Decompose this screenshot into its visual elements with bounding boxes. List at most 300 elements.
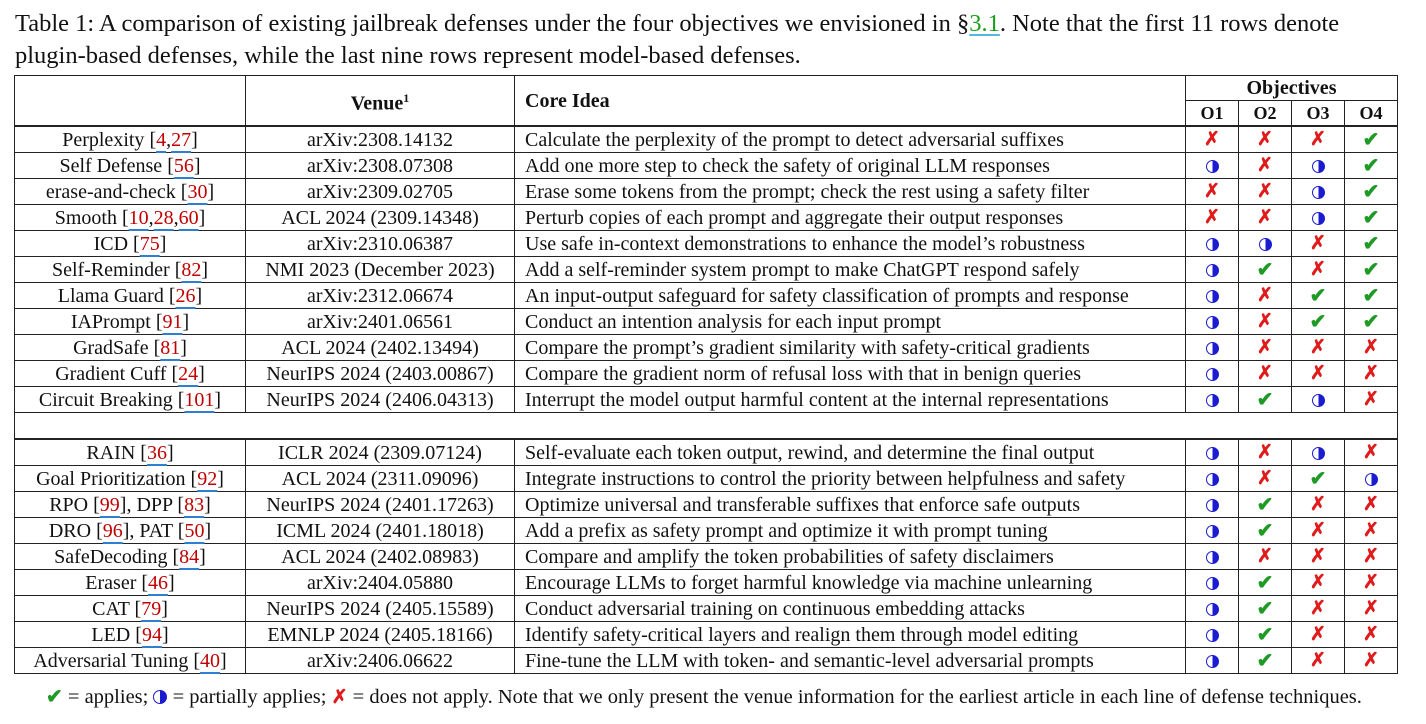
- core-idea-cell: Compare the prompt’s gradient similarity with safety-critical gradients: [515, 335, 1186, 361]
- cross-icon: ✗: [1257, 468, 1273, 489]
- defense-name-cell: GradSafe [81]: [15, 335, 246, 361]
- objective-o4-cell: [1345, 622, 1398, 648]
- objective-o3-cell: [1292, 466, 1345, 492]
- defense-name-cell: Self-Reminder [82]: [15, 257, 246, 283]
- plugin-based-rows: [15, 126, 1398, 413]
- half-circle-icon: [1312, 160, 1325, 173]
- half-circle-icon: [1206, 238, 1219, 251]
- half-circle-icon: [1312, 212, 1325, 225]
- citation-link[interactable]: 81: [160, 336, 181, 359]
- objective-o3-cell: [1292, 153, 1345, 179]
- cross-icon: ✗: [1310, 624, 1326, 645]
- plugin-defense-row: [15, 257, 1398, 283]
- half-circle-icon: [1312, 394, 1325, 407]
- check-icon: ✔: [1309, 467, 1327, 490]
- core-idea-cell: Self-evaluate each token output, rewind, and determine the final output: [515, 439, 1186, 466]
- citation-link[interactable]: 96: [102, 519, 123, 542]
- cross-icon: ✗: [1204, 207, 1220, 228]
- venue-cell: ICLR 2024 (2309.07124): [246, 439, 515, 466]
- objective-o2-cell: [1239, 257, 1292, 283]
- core-idea-cell: Perturb copies of each prompt and aggregate their output responses: [515, 205, 1186, 231]
- objective-o1-cell: [1186, 153, 1239, 179]
- core-idea-cell: Add one more step to check the safety of original LLM responses: [515, 153, 1186, 179]
- objective-o4-cell: [1345, 648, 1398, 674]
- core-idea-cell: Conduct an intention analysis for each input prompt: [515, 309, 1186, 335]
- venue-cell: NeurIPS 2024 (2406.04313): [246, 387, 515, 413]
- objective-o2-cell: [1239, 387, 1292, 413]
- objective-o4-cell: [1345, 309, 1398, 335]
- defense-name: DRO: [48, 519, 92, 542]
- cross-icon: ✗: [1310, 520, 1326, 541]
- legend-no-text: = does not apply. Note that we only present the venue information for the earliest article in each line of defense techniques.: [347, 686, 1362, 708]
- objective-col-o4: O4: [1345, 101, 1398, 127]
- model-defense-row: [15, 439, 1398, 466]
- cross-icon: ✗: [1257, 181, 1273, 202]
- objective-o4-cell: [1345, 283, 1398, 309]
- half-circle-icon: [153, 690, 167, 704]
- defense-name: erase-and-check: [45, 180, 176, 203]
- half-circle-icon: [1365, 473, 1378, 486]
- objective-o4-cell: [1345, 126, 1398, 153]
- defense-name: IAPrompt: [70, 310, 151, 333]
- objective-o3-cell: [1292, 257, 1345, 283]
- venue-cell: arXiv:2404.05880: [246, 570, 515, 596]
- objective-o1-cell: [1186, 648, 1239, 674]
- objective-col-o3: O3: [1292, 101, 1345, 127]
- venue-cell: arXiv:2401.06561: [246, 309, 515, 335]
- half-circle-icon: [1206, 629, 1219, 642]
- citation-link[interactable]: 40: [200, 649, 220, 672]
- core-idea-cell: An input-output safeguard for safety classification of prompts and response: [515, 283, 1186, 309]
- venue-cell: NeurIPS 2024 (2401.17263): [246, 492, 515, 518]
- citation-link[interactable]: 60: [178, 206, 199, 229]
- citation-link[interactable]: 36: [146, 441, 167, 464]
- cross-icon: ✗: [1257, 546, 1273, 567]
- objective-o3-cell: [1292, 335, 1345, 361]
- objective-o3-cell: [1292, 596, 1345, 622]
- cross-icon: ✗: [1257, 129, 1273, 150]
- check-icon: ✔: [1309, 284, 1327, 307]
- half-circle-icon: [1206, 447, 1219, 460]
- plugin-defense-row: [15, 153, 1398, 179]
- objective-o3-cell: [1292, 205, 1345, 231]
- check-icon: ✔: [1309, 310, 1327, 333]
- defense-name-cell: Gradient Cuff [24]: [15, 361, 246, 387]
- citation-link[interactable]: 24: [178, 362, 199, 385]
- citation-link[interactable]: 4: [156, 128, 167, 151]
- citation-link[interactable]: 75: [139, 232, 160, 255]
- venue-cell: EMNLP 2024 (2405.18166): [246, 622, 515, 648]
- objective-o3-cell: [1292, 309, 1345, 335]
- objective-o4-cell: [1345, 205, 1398, 231]
- cross-icon: ✗: [1310, 494, 1326, 515]
- legend-footnote: [46, 684, 1362, 709]
- venue-footnote-mark: 1: [403, 90, 410, 105]
- objective-o2-cell: [1239, 153, 1292, 179]
- defense-name: LED: [91, 623, 131, 646]
- citation-link[interactable]: 79: [141, 597, 162, 620]
- citation-link[interactable]: 27: [171, 128, 192, 151]
- half-circle-icon: [1206, 577, 1219, 590]
- objective-o1-cell: [1186, 466, 1239, 492]
- model-defense-row: [15, 518, 1398, 544]
- objective-o1-cell: [1186, 257, 1239, 283]
- defense-name-cell: LED [94]: [15, 622, 246, 648]
- caption-suffix: . Note that the first 11 rows denote plugin-based defenses, while the last nine rows represent model-based defenses.: [15, 10, 1340, 69]
- objective-o4-cell: [1345, 387, 1398, 413]
- objective-o2-cell: [1239, 205, 1292, 231]
- objective-o4-cell: [1345, 153, 1398, 179]
- core-idea-cell: Fine-tune the LLM with token- and semantic-level adversarial prompts: [515, 648, 1186, 674]
- table-caption: [15, 8, 1415, 72]
- section-spacer: [15, 413, 1398, 440]
- citation-link[interactable]: 92: [197, 467, 218, 490]
- plugin-defense-row: [15, 361, 1398, 387]
- venue-cell: arXiv:2308.07308: [246, 153, 515, 179]
- citation-link[interactable]: 26: [175, 284, 196, 307]
- cross-icon: ✗: [1257, 311, 1273, 332]
- objective-o2-cell: [1239, 126, 1292, 153]
- half-circle-icon: [1206, 499, 1219, 512]
- legend-yes-text: = applies;: [62, 686, 154, 708]
- objective-o4-cell: [1345, 518, 1398, 544]
- defense-name: SafeDecoding: [54, 545, 168, 568]
- objective-o2-cell: [1239, 179, 1292, 205]
- half-circle-icon: [1206, 551, 1219, 564]
- venue-cell: arXiv:2309.02705: [246, 179, 515, 205]
- core-idea-cell: Compare the gradient norm of refusal loss with that in benign queries: [515, 361, 1186, 387]
- objective-o3-cell: [1292, 570, 1345, 596]
- model-based-rows: [15, 439, 1398, 674]
- cross-icon: ✗: [1310, 363, 1326, 384]
- defense-name: Llama Guard: [57, 284, 164, 307]
- objective-o1-cell: [1186, 361, 1239, 387]
- objective-o1-cell: [1186, 570, 1239, 596]
- objective-o2-cell: [1239, 283, 1292, 309]
- objective-o3-cell: [1292, 231, 1345, 257]
- venue-header: [246, 76, 515, 127]
- plugin-defense-row: [15, 205, 1398, 231]
- citation-link[interactable]: 46: [148, 571, 169, 594]
- defense-header: [15, 76, 246, 127]
- venue-cell: NMI 2023 (December 2023): [246, 257, 515, 283]
- cross-icon: ✗: [1363, 546, 1379, 567]
- objective-o4-cell: [1345, 596, 1398, 622]
- check-icon: ✔: [1256, 519, 1274, 542]
- objective-o1-cell: [1186, 179, 1239, 205]
- half-circle-icon: [1206, 160, 1219, 173]
- half-circle-icon: [1312, 447, 1325, 460]
- objective-o4-cell: [1345, 361, 1398, 387]
- core-idea-cell: Compare and amplify the token probabilities of safety disclaimers: [515, 544, 1186, 570]
- objective-o3-cell: [1292, 283, 1345, 309]
- objective-o2-cell: [1239, 622, 1292, 648]
- objective-o1-cell: [1186, 622, 1239, 648]
- cross-icon: ✗: [1363, 598, 1379, 619]
- cross-icon: ✗: [1310, 233, 1326, 254]
- defense-name: Adversarial Tuning: [33, 649, 189, 672]
- objective-o1-cell: [1186, 335, 1239, 361]
- venue-header-label: Venue: [350, 92, 404, 115]
- citation-link[interactable]: 91: [162, 310, 183, 333]
- venue-cell: ACL 2024 (2311.09096): [246, 466, 515, 492]
- plugin-defense-row: [15, 387, 1398, 413]
- cross-icon: ✗: [1310, 337, 1326, 358]
- citation-link[interactable]: 101: [184, 388, 215, 411]
- model-defense-row: [15, 492, 1398, 518]
- citation-link[interactable]: 83: [184, 493, 205, 516]
- citation-link[interactable]: 99: [99, 493, 120, 516]
- objective-o1-cell: [1186, 518, 1239, 544]
- objective-o1-cell: [1186, 387, 1239, 413]
- objective-col-o2: O2: [1239, 101, 1292, 127]
- objective-o4-cell: [1345, 439, 1398, 466]
- objective-o1-cell: [1186, 596, 1239, 622]
- core-idea-cell: Conduct adversarial training on continuous embedding attacks: [515, 596, 1186, 622]
- check-icon: ✔: [1362, 154, 1380, 177]
- cross-icon: ✗: [1257, 337, 1273, 358]
- citation-link[interactable]: 30: [187, 180, 208, 203]
- model-defense-row: [15, 596, 1398, 622]
- cross-icon: ✗: [1310, 598, 1326, 619]
- cross-icon: ✗: [1257, 207, 1273, 228]
- cross-icon: ✗: [1204, 181, 1220, 202]
- defense-name: PAT: [139, 519, 173, 542]
- venue-cell: ACL 2024 (2402.13494): [246, 335, 515, 361]
- objectives-header: Objectives: [1186, 76, 1398, 101]
- defense-name-cell: Self Defense [56]: [15, 153, 246, 179]
- defense-name-cell: IAPrompt [91]: [15, 309, 246, 335]
- objective-o1-cell: [1186, 309, 1239, 335]
- defense-name-cell: ICD [75]: [15, 231, 246, 257]
- objective-o2-cell: [1239, 231, 1292, 257]
- half-circle-icon: [1259, 238, 1272, 251]
- objective-o1-cell: [1186, 439, 1239, 466]
- check-icon: ✔: [1362, 284, 1380, 307]
- core-idea-cell: Add a self-reminder system prompt to make ChatGPT respond safely: [515, 257, 1186, 283]
- core-idea-cell: Integrate instructions to control the priority between helpfulness and safety: [515, 466, 1186, 492]
- objective-o1-cell: [1186, 544, 1239, 570]
- venue-cell: arXiv:2406.06622: [246, 648, 515, 674]
- check-icon: ✔: [1362, 258, 1380, 281]
- defense-name: RAIN: [86, 441, 136, 464]
- section-link[interactable]: 3.1: [969, 10, 1000, 37]
- cross-icon: ✗: [1257, 363, 1273, 384]
- plugin-defense-row: [15, 126, 1398, 153]
- objective-o3-cell: [1292, 518, 1345, 544]
- objective-o4-cell: [1345, 179, 1398, 205]
- core-idea-cell: Interrupt the model output harmful content at the internal representations: [515, 387, 1186, 413]
- check-icon: ✔: [1256, 258, 1274, 281]
- cross-icon: ✗: [1363, 572, 1379, 593]
- half-circle-icon: [1206, 473, 1219, 486]
- objective-o1-cell: [1186, 283, 1239, 309]
- check-icon: ✔: [1256, 623, 1274, 646]
- defense-name: Gradient Cuff: [55, 362, 167, 385]
- core-idea-cell: Encourage LLMs to forget harmful knowledge via machine unlearning: [515, 570, 1186, 596]
- cross-icon: ✗: [1310, 259, 1326, 280]
- check-icon: ✔: [1362, 310, 1380, 333]
- cross-icon: ✗: [1363, 520, 1379, 541]
- objective-o2-cell: [1239, 439, 1292, 466]
- objective-o4-cell: [1345, 544, 1398, 570]
- check-icon: ✔: [1362, 206, 1380, 229]
- citation-link[interactable]: 94: [141, 623, 162, 646]
- citation-link[interactable]: 28: [153, 206, 174, 229]
- cross-icon: ✗: [1363, 494, 1379, 515]
- venue-cell: ICML 2024 (2401.18018): [246, 518, 515, 544]
- header-row: [15, 76, 1398, 101]
- objective-o1-cell: [1186, 231, 1239, 257]
- venue-cell: NeurIPS 2024 (2403.00867): [246, 361, 515, 387]
- objective-col-o1: O1: [1186, 101, 1239, 127]
- defense-name-cell: DRO [96], PAT [50]: [15, 518, 246, 544]
- half-circle-icon: [1206, 525, 1219, 538]
- caption-prefix: Table 1: A comparison of existing jailbreak defenses under the four objectives we envisioned in §: [15, 10, 970, 37]
- half-circle-icon: [1206, 264, 1219, 277]
- objective-o3-cell: [1292, 361, 1345, 387]
- defense-name-cell: Llama Guard [26]: [15, 283, 246, 309]
- citation-link[interactable]: 84: [179, 545, 200, 568]
- venue-cell: arXiv:2308.14132: [246, 126, 515, 153]
- check-icon: ✔: [1362, 180, 1380, 203]
- defense-name: Self-Reminder: [51, 258, 170, 281]
- half-circle-icon: [1206, 655, 1219, 668]
- objective-o3-cell: [1292, 126, 1345, 153]
- cross-icon: ✗: [1363, 624, 1379, 645]
- venue-cell: NeurIPS 2024 (2405.15589): [246, 596, 515, 622]
- defense-name-cell: SafeDecoding [84]: [15, 544, 246, 570]
- defense-name: Perplexity: [62, 128, 145, 151]
- objective-o2-cell: [1239, 544, 1292, 570]
- cross-icon: ✗: [1310, 546, 1326, 567]
- half-circle-icon: [1206, 394, 1219, 407]
- cross-icon: ✗: [1257, 442, 1273, 463]
- cross-icon: ✗: [1257, 155, 1273, 176]
- model-defense-row: [15, 622, 1398, 648]
- core-idea-cell: Optimize universal and transferable suffixes that enforce safe outputs: [515, 492, 1186, 518]
- defense-name-cell: RPO [99], DPP [83]: [15, 492, 246, 518]
- venue-cell: ACL 2024 (2309.14348): [246, 205, 515, 231]
- core-idea-cell: Add a prefix as safety prompt and optimize it with prompt tuning: [515, 518, 1186, 544]
- defense-name: Eraser: [85, 571, 137, 594]
- objective-o2-cell: [1239, 361, 1292, 387]
- model-defense-row: [15, 570, 1398, 596]
- citation-link[interactable]: 82: [181, 258, 202, 281]
- defense-name-cell: Adversarial Tuning [40]: [15, 648, 246, 674]
- cross-icon: ✗: [1363, 337, 1379, 358]
- defense-name: CAT: [92, 597, 130, 620]
- defense-name: Self Defense: [59, 154, 163, 177]
- spacer-cell: [15, 413, 1398, 440]
- objective-o2-cell: [1239, 309, 1292, 335]
- venue-cell: ACL 2024 (2402.08983): [246, 544, 515, 570]
- model-defense-row: [15, 648, 1398, 674]
- check-icon: ✔: [46, 686, 63, 708]
- defense-name: ICD: [93, 232, 129, 255]
- defense-name-cell: Circuit Breaking [101]: [15, 387, 246, 413]
- check-icon: ✔: [1362, 128, 1380, 151]
- citation-link[interactable]: 56: [173, 154, 194, 177]
- defense-name-cell: erase-and-check [30]: [15, 179, 246, 205]
- core-idea-cell: Use safe in-context demonstrations to enhance the model’s robustness: [515, 231, 1186, 257]
- defense-name: Goal Prioritization: [36, 467, 186, 490]
- defense-name-cell: Smooth [10,28,60]: [15, 205, 246, 231]
- defense-name-cell: Perplexity [4,27]: [15, 126, 246, 153]
- objective-o3-cell: [1292, 544, 1345, 570]
- objective-o3-cell: [1292, 622, 1345, 648]
- citation-link[interactable]: 10: [128, 206, 149, 229]
- plugin-defense-row: [15, 309, 1398, 335]
- defense-name-cell: Goal Prioritization [92]: [15, 466, 246, 492]
- defenses-table: [14, 75, 1398, 674]
- defense-name: Circuit Breaking: [38, 388, 173, 411]
- cross-icon: ✗: [331, 687, 348, 708]
- objective-o3-cell: [1292, 492, 1345, 518]
- objective-o2-cell: [1239, 335, 1292, 361]
- check-icon: ✔: [1256, 649, 1274, 672]
- defense-name: RPO: [49, 493, 89, 516]
- objective-o3-cell: [1292, 387, 1345, 413]
- check-icon: ✔: [1256, 571, 1274, 594]
- objective-o4-cell: [1345, 231, 1398, 257]
- core-idea-cell: Calculate the perplexity of the prompt to detect adversarial suffixes: [515, 126, 1186, 153]
- citation-link[interactable]: 50: [184, 519, 205, 542]
- defense-name: GradSafe: [73, 336, 149, 359]
- venue-cell: arXiv:2310.06387: [246, 231, 515, 257]
- objective-o4-cell: [1345, 257, 1398, 283]
- half-circle-icon: [1206, 290, 1219, 303]
- half-circle-icon: [1206, 368, 1219, 381]
- check-icon: ✔: [1256, 388, 1274, 411]
- cross-icon: ✗: [1310, 129, 1326, 150]
- objective-o2-cell: [1239, 492, 1292, 518]
- spacer-row: [15, 413, 1398, 440]
- defense-name-cell: Eraser [46]: [15, 570, 246, 596]
- plugin-defense-row: [15, 231, 1398, 257]
- objective-o4-cell: [1345, 492, 1398, 518]
- core-idea-header: Core Idea: [515, 76, 1186, 127]
- plugin-defense-row: [15, 179, 1398, 205]
- check-icon: ✔: [1362, 232, 1380, 255]
- cross-icon: ✗: [1257, 285, 1273, 306]
- core-idea-cell: Erase some tokens from the prompt; check the rest using a safety filter: [515, 179, 1186, 205]
- defense-name: Smooth: [54, 206, 117, 229]
- half-circle-icon: [1206, 342, 1219, 355]
- objective-o4-cell: [1345, 570, 1398, 596]
- model-defense-row: [15, 544, 1398, 570]
- objective-o3-cell: [1292, 179, 1345, 205]
- check-icon: ✔: [1256, 597, 1274, 620]
- cross-icon: ✗: [1310, 650, 1326, 671]
- cross-icon: ✗: [1363, 442, 1379, 463]
- objective-o2-cell: [1239, 570, 1292, 596]
- objective-o1-cell: [1186, 205, 1239, 231]
- half-circle-icon: [1206, 316, 1219, 329]
- half-circle-icon: [1312, 186, 1325, 199]
- objective-o3-cell: [1292, 648, 1345, 674]
- objective-o1-cell: [1186, 126, 1239, 153]
- objective-o2-cell: [1239, 596, 1292, 622]
- objective-o2-cell: [1239, 648, 1292, 674]
- cross-icon: ✗: [1363, 363, 1379, 384]
- defense-name-cell: CAT [79]: [15, 596, 246, 622]
- cross-icon: ✗: [1363, 650, 1379, 671]
- objective-o4-cell: [1345, 466, 1398, 492]
- objective-o2-cell: [1239, 518, 1292, 544]
- core-idea-cell: Identify safety-critical layers and realign them through model editing: [515, 622, 1186, 648]
- defense-name: DPP: [136, 493, 173, 516]
